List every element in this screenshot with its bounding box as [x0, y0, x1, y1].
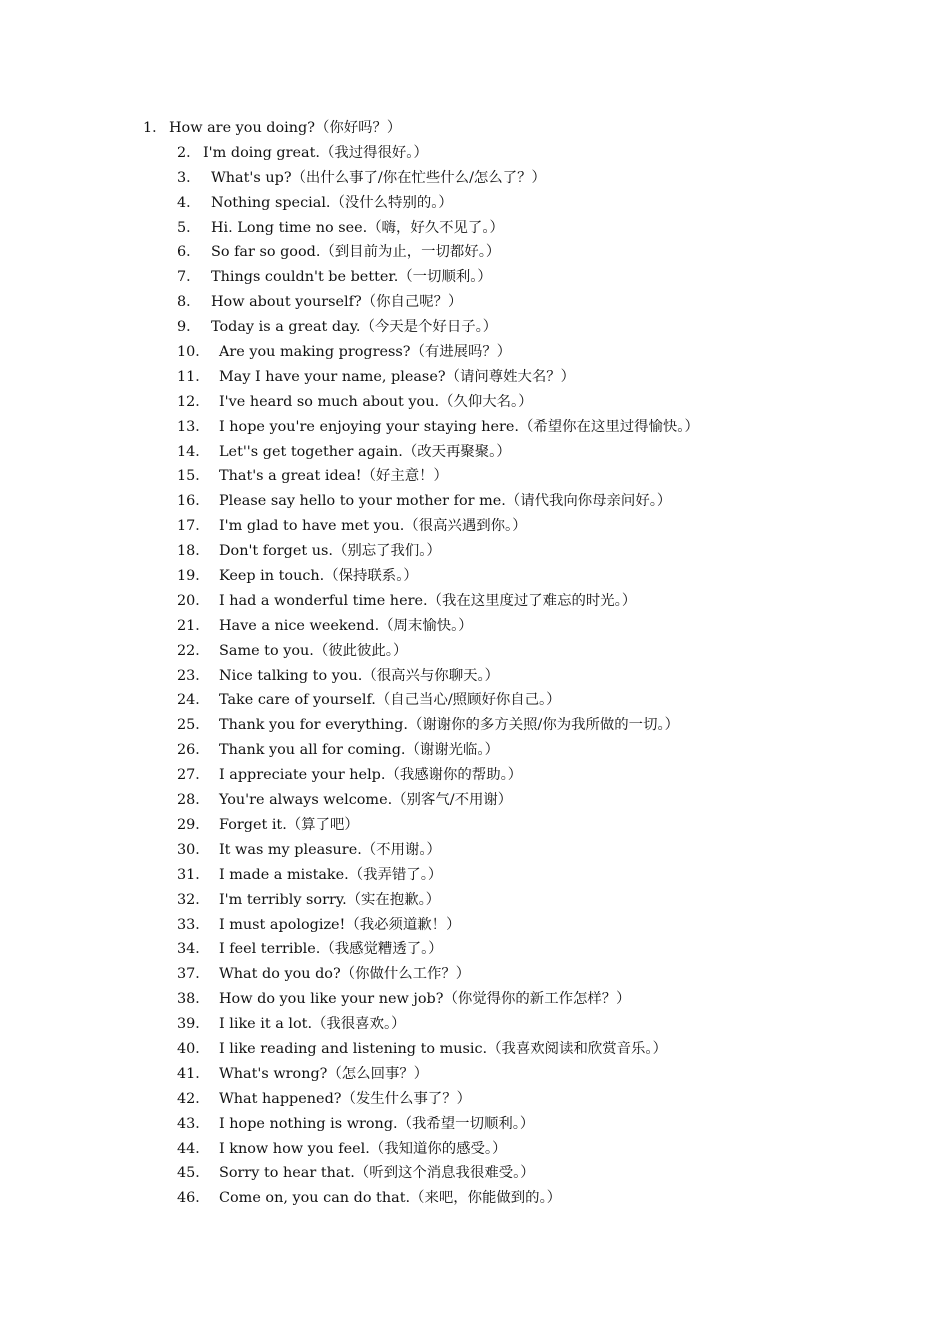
phrase-text: Today is a great day.（今天是个好日子。）: [211, 319, 498, 336]
phrase-item: [0, 913, 950, 938]
phrase-number: 28．: [177, 792, 210, 809]
phrase-text: It was my pleasure.（不用谢。）: [219, 841, 441, 858]
phrase-number: 10．: [177, 344, 210, 361]
phrase-number: 3．: [177, 169, 201, 186]
phrase-number: 29．: [177, 816, 210, 833]
phrase-text: Keep in touch.（保持联系。）: [219, 568, 418, 585]
phrase-item: [0, 564, 950, 589]
phrase-item: [0, 290, 950, 315]
phrase-item: [0, 813, 950, 838]
phrase-number: 43．: [177, 1115, 210, 1132]
phrase-item: [0, 1087, 950, 1112]
phrase-text: Thank you all for coming.（谢谢光临。）: [219, 742, 500, 759]
phrase-number: 37．: [177, 966, 210, 983]
phrase-text: I must apologize!（我必须道歉！）: [219, 916, 461, 933]
phrase-text: Take care of yourself.（自己当心/照顾好你自己。）: [219, 692, 561, 709]
phrase-item: [0, 141, 950, 166]
phrase-item: [0, 539, 950, 564]
phrase-text: Hi. Long time no see.（嗨，好久不见了。）: [211, 219, 504, 236]
phrase-item: [0, 614, 950, 639]
phrase-item: [0, 1012, 950, 1037]
phrase-item: [0, 688, 950, 713]
phrase-text: Please say hello to your mother for me.（请代我向你母亲问好。）: [219, 493, 672, 510]
phrase-text: Thank you for everything.（谢谢你的多方关照/你为我所做的一切。）: [219, 717, 680, 734]
phrase-number: 13．: [177, 418, 210, 435]
phrase-item: [0, 987, 950, 1012]
phrase-text: How do you like your new job?（你觉得你的新工作怎样？）: [219, 991, 631, 1008]
phrase-number: 26．: [177, 742, 210, 759]
phrase-item: [0, 863, 950, 888]
phrase-number: 25．: [177, 717, 210, 734]
phrase-item: [0, 1062, 950, 1087]
phrase-text: I had a wonderful time here.（我在这里度过了难忘的时光。）: [219, 592, 637, 609]
phrase-number: 30．: [177, 841, 210, 858]
phrase-item: [0, 838, 950, 863]
phrase-item: [0, 1137, 950, 1162]
phrase-number: 46．: [177, 1190, 210, 1207]
phrase-item: [0, 1112, 950, 1137]
phrase-item: [0, 340, 950, 365]
phrase-item: [0, 440, 950, 465]
phrase-list: [0, 116, 950, 1211]
phrase-number: 44．: [177, 1140, 210, 1157]
phrase-number: 11．: [177, 368, 210, 385]
phrase-number: 17．: [177, 518, 210, 535]
phrase-text: You're always welcome.（别客气/不用谢）: [219, 792, 513, 809]
phrase-number: 20．: [177, 592, 210, 609]
phrase-item: [0, 390, 950, 415]
phrase-text: I'm glad to have met you.（很高兴遇到你。）: [219, 518, 527, 535]
phrase-number: 9．: [177, 319, 201, 336]
phrase-number: 32．: [177, 891, 210, 908]
phrase-number: 40．: [177, 1040, 210, 1057]
phrase-text: That's a great idea!（好主意！）: [219, 468, 448, 485]
phrase-item: [0, 937, 950, 962]
phrase-item: [0, 514, 950, 539]
phrase-text: I'm doing great.（我过得很好。）: [203, 144, 428, 161]
phrase-item: [0, 664, 950, 689]
phrase-item: [0, 639, 950, 664]
phrase-text: How about yourself?（你自己呢？）: [211, 294, 463, 311]
phrase-text: I made a mistake.（我弄错了。）: [219, 866, 443, 883]
phrase-text: What's wrong?（怎么回事？）: [219, 1065, 429, 1082]
phrase-text: I hope you're enjoying your staying here.（希望你在这里过得愉快。）: [219, 418, 699, 435]
phrase-number: 24．: [177, 692, 210, 709]
phrase-number: 7．: [177, 269, 201, 286]
phrase-item: [0, 464, 950, 489]
phrase-text: May I have your name, please?（请问尊姓大名？）: [219, 368, 576, 385]
phrase-item: [0, 365, 950, 390]
phrase-number: 41．: [177, 1065, 210, 1082]
phrase-number: 8．: [177, 294, 201, 311]
phrase-number: 5．: [177, 219, 201, 236]
phrase-text: Let''s get together again.（改天再聚聚。）: [219, 443, 511, 460]
phrase-text: What's up?（出什么事了/你在忙些什么/怎么了？）: [211, 169, 546, 186]
phrase-text: Come on, you can do that.（来吧，你能做到的。）: [219, 1190, 562, 1207]
phrase-item: [0, 962, 950, 987]
phrase-number: 4．: [177, 194, 201, 211]
phrase-number: 27．: [177, 767, 210, 784]
phrase-item: [0, 265, 950, 290]
phrase-item: [0, 888, 950, 913]
phrase-item: [0, 738, 950, 763]
phrase-text: I like it a lot.（我很喜欢。）: [219, 1016, 406, 1033]
phrase-number: 45．: [177, 1165, 210, 1182]
phrase-item: [0, 191, 950, 216]
phrase-number: 33．: [177, 916, 210, 933]
phrase-item: [0, 788, 950, 813]
phrase-text: I'm terribly sorry.（实在抱歉。）: [219, 891, 441, 908]
phrase-item: [0, 763, 950, 788]
phrase-text: Nothing special.（没什么特别的。）: [211, 194, 453, 211]
phrase-number: 31．: [177, 866, 210, 883]
phrase-text: What do you do?（你做什么工作？）: [219, 966, 471, 983]
phrase-text: Have a nice weekend.（周末愉快。）: [219, 617, 473, 634]
phrase-text: Same to you.（彼此彼此。）: [219, 642, 408, 659]
phrase-item: [0, 415, 950, 440]
phrase-number: 18．: [177, 543, 210, 560]
phrase-item: [0, 589, 950, 614]
phrase-text: I feel terrible.（我感觉糟透了。）: [219, 941, 443, 958]
phrase-number: 6．: [177, 244, 201, 261]
phrase-number: 39．: [177, 1016, 210, 1033]
phrase-number: 2．: [177, 144, 201, 161]
phrase-item: [0, 713, 950, 738]
phrase-item: [0, 240, 950, 265]
phrase-number: 34．: [177, 941, 210, 958]
phrase-text: Are you making progress?（有进展吗？）: [219, 344, 512, 361]
phrase-item: [0, 216, 950, 241]
phrase-text: I know how you feel.（我知道你的感受。）: [219, 1140, 507, 1157]
phrase-item: [0, 489, 950, 514]
phrase-item: [0, 1186, 950, 1211]
phrase-text: I appreciate your help.（我感谢你的帮助。）: [219, 767, 523, 784]
phrase-number: 16．: [177, 493, 210, 510]
phrase-number: 21．: [177, 617, 210, 634]
phrase-text: Forget it.（算了吧）: [219, 816, 359, 833]
phrase-number: 23．: [177, 667, 210, 684]
phrase-item: [0, 315, 950, 340]
phrase-number: 1．: [143, 120, 167, 136]
phrase-item: [0, 1161, 950, 1186]
phrase-number: 38．: [177, 991, 210, 1008]
phrase-text: So far so good.（到目前为止，一切都好。）: [211, 244, 501, 261]
phrase-number: 12．: [177, 393, 210, 410]
phrase-text: Nice talking to you.（很高兴与你聊天。）: [219, 667, 500, 684]
phrase-text: I hope nothing is wrong.（我希望一切顺利。）: [219, 1115, 535, 1132]
phrase-text: How are you doing?（你好吗？）: [169, 120, 402, 136]
phrase-text: Don't forget us.（别忘了我们。）: [219, 543, 441, 560]
phrase-text: What happened?（发生什么事了？）: [219, 1090, 472, 1107]
phrase-item: [0, 1037, 950, 1062]
phrase-number: 14．: [177, 443, 210, 460]
phrase-text: I like reading and listening to music.（我喜欢阅读和欣赏音乐。）: [219, 1040, 668, 1057]
phrase-number: 22．: [177, 642, 210, 659]
phrase-number: 42．: [177, 1090, 210, 1107]
phrase-item: [0, 166, 950, 191]
phrase-number: 15．: [177, 468, 210, 485]
phrase-text: Sorry to hear that.（听到这个消息我很难受。）: [219, 1165, 535, 1182]
phrase-item: [0, 116, 950, 141]
phrase-text: Things couldn't be better.（一切顺利。）: [211, 269, 492, 286]
phrase-text: I've heard so much about you.（久仰大名。）: [219, 393, 533, 410]
phrase-number: 19．: [177, 568, 210, 585]
